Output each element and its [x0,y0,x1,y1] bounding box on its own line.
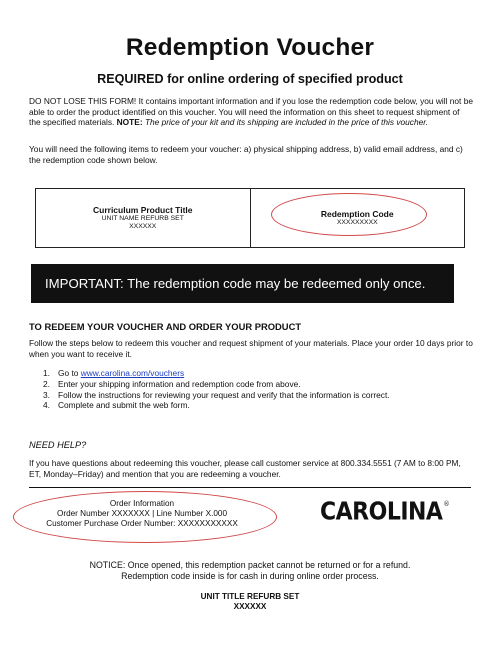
unit-name: UNIT NAME REFURB SET [101,215,184,222]
order-highlight-oval [13,491,277,543]
step-text: Complete and submit the web form. [58,400,190,411]
step-number: 3. [43,389,50,400]
footer-code: XXXXXX [233,602,267,611]
logo-text: CAROLINA [320,498,443,526]
step-number: 2. [43,378,50,389]
redemption-label: Redemption Code [320,209,394,219]
registered-mark: ® [443,500,449,509]
step-number: 4. [43,400,50,411]
steps-list [43,368,390,411]
purchase-order-line: Customer Purchase Order Number: XXXXXXXXXXX [46,519,238,528]
note-label: NOTE: [116,117,143,128]
notice-line-2: Redemption code inside is for cash in during online order process. [121,571,379,581]
list-item [43,368,390,379]
footer-title: UNIT TITLE REFURB SET [200,592,300,601]
intro-lead: DO NOT LOSE THIS FORM! It contains important information and if you lose the redemption code below, you will not be able to order the product identified on this voucher. You will need the information on this sheet to request shipment of the specified materials. [29,96,473,128]
important-banner: IMPORTANT: The redemption code may be redeemed only once. [31,264,454,303]
list-item [43,379,390,390]
step-text: Follow the instructions for reviewing your request and verify that the information is correct. [58,389,390,400]
footer [0,592,500,612]
redemption-code: XXXXXXXXX [336,219,378,226]
carolina-logo [320,498,449,529]
vouchers-link[interactable]: www.carolina.com/vouchers [80,368,185,378]
redeem-instructions: Follow the steps below to redeem this voucher and request shipment of your materials. Place your order 10 days prior to when you want to receive it. [29,338,473,359]
unit-code: XXXXXX [129,223,157,230]
requirements-paragraph: You will need the following items to redeem your voucher: a) physical shipping address, b) valid email address, and c) the redemption code shown below. [29,144,463,165]
notice [0,560,500,582]
redemption-highlight-oval [271,193,427,236]
step-text: Enter your shipping information and redemption code from above. [58,378,301,389]
divider [29,487,471,488]
list-item [43,400,390,411]
order-info-heading: Order Information [109,499,175,508]
page-subtitle: REQUIRED for online ordering of specified product [97,72,403,86]
page-title: Redemption Voucher [125,34,375,61]
curriculum-cell [36,189,250,247]
notice-line-1: NOTICE: Once opened, this redemption packet cannot be returned or for a refund. [89,560,411,570]
step-text: Go to www.carolina.com/vouchers [58,368,185,378]
step-number: 1. [43,368,50,378]
help-heading: NEED HELP? [29,440,87,450]
help-text: If you have questions about redeeming this voucher, please call customer service at 800.334.5551 (7 AM to 8:00 PM, ET, Monday–Friday) and mention that you are redeeming a voucher. [29,458,461,479]
note-text: The price of your kit and its shipping are included in the price of this voucher. [142,117,429,128]
order-number-line: Order Number XXXXXXX | Line Number X.000 [56,509,228,518]
intro-paragraph [29,96,473,128]
list-item [43,390,390,401]
curriculum-label: Curriculum Product Title [93,205,193,215]
redeem-heading: TO REDEEM YOUR VOUCHER AND ORDER YOUR PRODUCT [29,321,302,332]
